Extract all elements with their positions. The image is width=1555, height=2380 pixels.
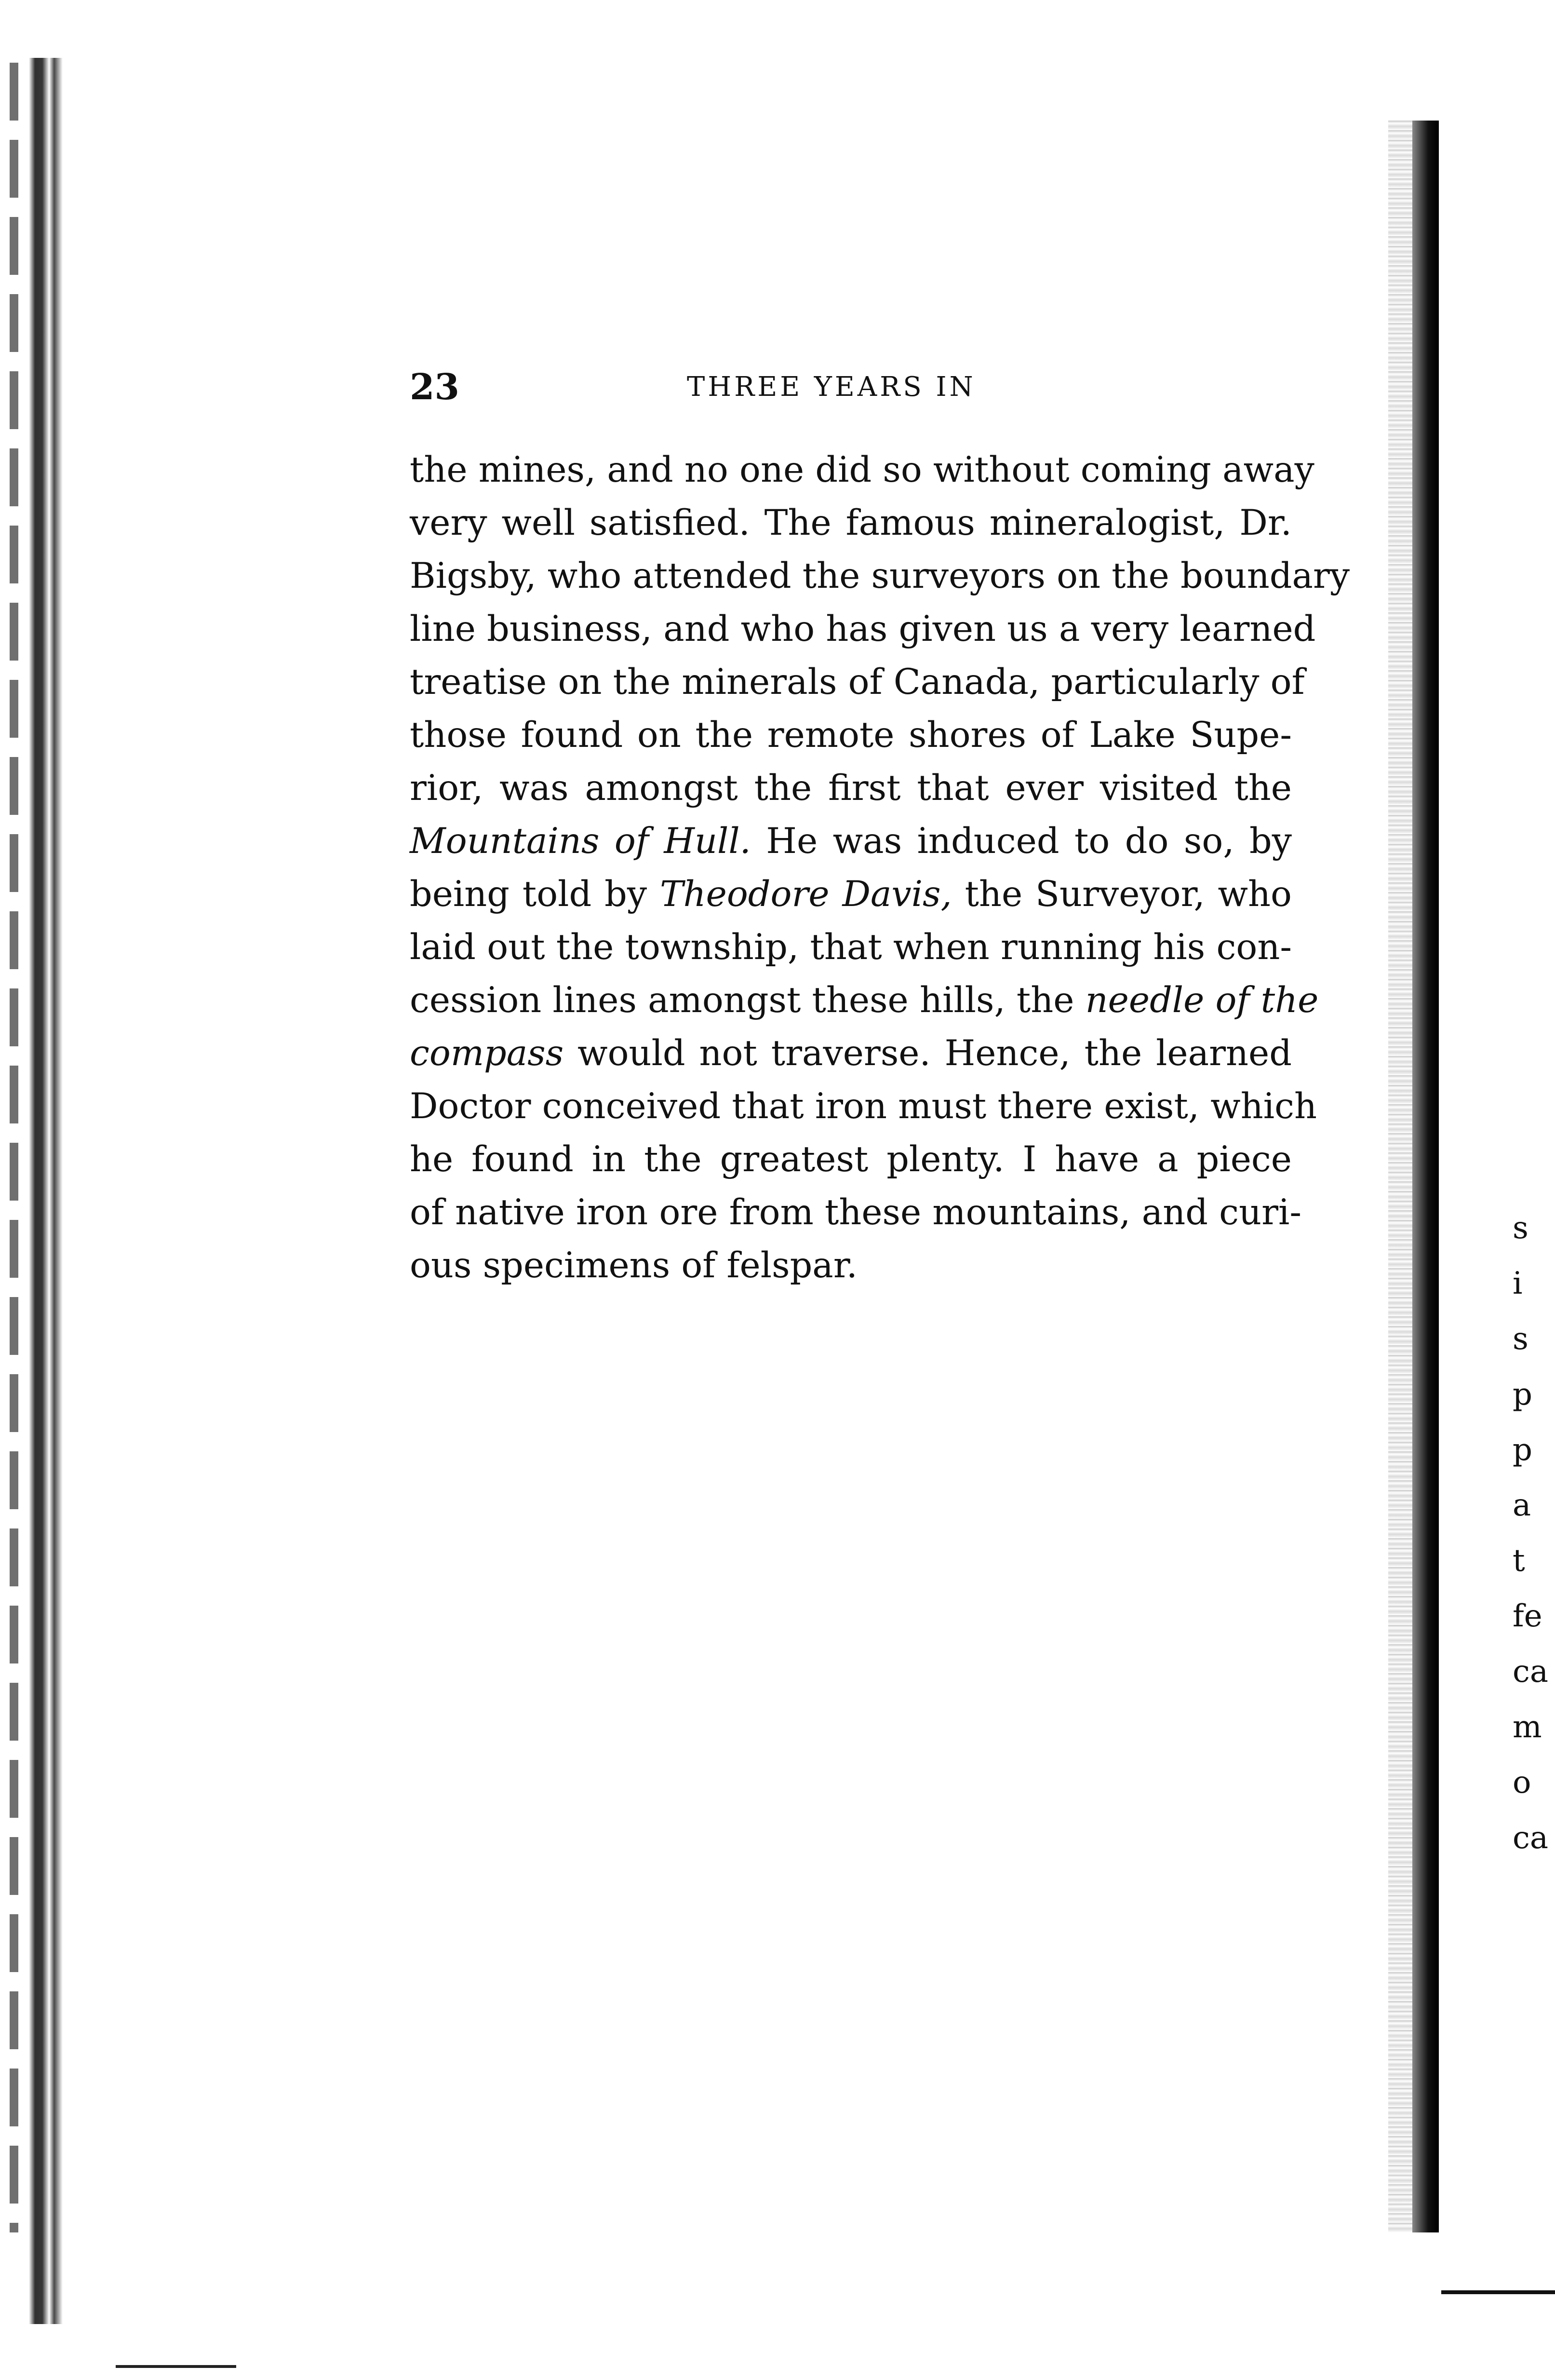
fragment: ca	[1513, 1654, 1548, 1690]
fragment: t	[1513, 1543, 1525, 1579]
text-line: cession lines amongst these hills, the needle of the	[410, 980, 1319, 1021]
italic-phrase: compass	[410, 1033, 564, 1074]
running-head: THREE YEARS IN	[687, 371, 976, 403]
fragment: fe	[1513, 1598, 1542, 1634]
book-gutter-edge	[10, 63, 18, 2232]
text-line: Bigsby, who attended the surveyors on the boundary	[410, 555, 1350, 596]
text-line: ous specimens of felspar.	[410, 1245, 858, 1286]
italic-person-name: Theodore Davis,	[659, 874, 952, 915]
page-header	[410, 366, 1292, 410]
fragment: a	[1513, 1488, 1531, 1523]
text-line: very well satisfied. The famous mineralogist, Dr.	[410, 502, 1292, 543]
fragment: m	[1513, 1709, 1542, 1745]
text-line: line business, and who has given us a very learned	[410, 609, 1316, 649]
adjacent-page-fragments	[1513, 1201, 1555, 1866]
text-line: treatise on the minerals of Canada, particularly of	[410, 662, 1305, 703]
fragment: o	[1513, 1765, 1531, 1800]
page-edge-shadow	[1412, 121, 1439, 2232]
text-line: compass would not traverse. Hence, the learned	[410, 1033, 1292, 1074]
text-line: those found on the remote shores of Lake Supe-	[410, 715, 1292, 756]
fragment: p	[1513, 1377, 1532, 1412]
text-line: he found in the greatest plenty. I have a piece	[410, 1139, 1292, 1180]
italic-phrase: needle of the	[1085, 980, 1319, 1021]
text-line: Mountains of Hull. He was induced to do so, by	[410, 821, 1292, 862]
fragment: i	[1513, 1266, 1523, 1301]
fragment: s	[1513, 1210, 1528, 1246]
text-line: Doctor conceived that iron must there exist, which	[410, 1086, 1317, 1127]
adjacent-page-rule	[1441, 2290, 1555, 2294]
fragment: s	[1513, 1321, 1528, 1357]
text-line: rior, was amongst the first that ever visited the	[410, 768, 1292, 809]
fragment: ca	[1513, 1820, 1548, 1856]
text-line: laid out the township, that when running his con-	[410, 927, 1292, 968]
scan-artifact-rule	[116, 2365, 236, 2368]
book-gutter-shadow	[29, 58, 63, 2324]
text-line: the mines, and no one did so without coming away	[410, 449, 1314, 490]
text-line: of native iron ore from these mountains, and curi-	[410, 1192, 1301, 1233]
italic-place-name: Mountains of Hull.	[410, 821, 751, 862]
body-paragraph	[410, 444, 1350, 1292]
page-number: 23	[410, 366, 459, 408]
fragment: p	[1513, 1432, 1532, 1468]
text-line: being told by Theodore Davis, the Surveyor, who	[410, 874, 1292, 915]
